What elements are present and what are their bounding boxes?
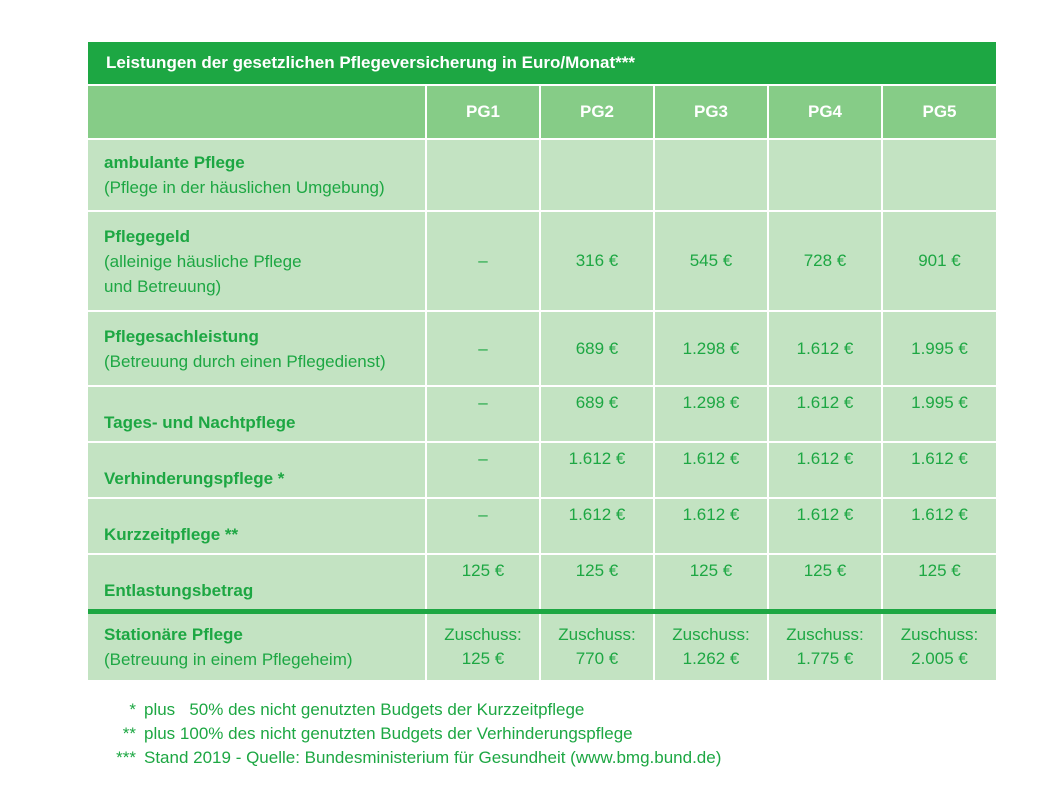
cell-pg3: 1.612 € xyxy=(654,498,768,554)
row-title: Pflegegeld xyxy=(104,226,190,246)
zuschuss-value: 1.262 € xyxy=(682,649,740,668)
row-subtitle: (alleinige häusliche Pflege xyxy=(104,251,302,271)
row-title: Verhinderungspflege * xyxy=(104,469,285,488)
cell-pg1: – xyxy=(426,311,540,386)
footnote xyxy=(88,698,721,722)
row-pflegesachleistung xyxy=(88,311,996,386)
row-title: Stationäre Pflege xyxy=(104,625,243,644)
cell-pg1: – xyxy=(426,442,540,498)
cell-pg3: 545 € xyxy=(654,211,768,311)
footnote-text: plus 100% des nicht genutzten Budgets der Verhinderungspflege xyxy=(144,724,633,743)
row-label xyxy=(88,442,426,498)
cell-pg5: 1.995 € xyxy=(882,386,996,442)
cell-pg4: 1.612 € xyxy=(768,498,882,554)
header-pg1: PG1 xyxy=(426,85,540,139)
zuschuss-label: Zuschuss: xyxy=(786,625,864,644)
row-pflegegeld xyxy=(88,211,996,311)
cell-pg4 xyxy=(768,612,882,682)
zuschuss-label: Zuschuss: xyxy=(444,625,522,644)
cell-pg2: 689 € xyxy=(540,386,654,442)
cell-pg2: 316 € xyxy=(540,211,654,311)
row-title: Kurzzeitpflege ** xyxy=(104,525,239,544)
header-pg3: PG3 xyxy=(654,85,768,139)
footnote-mark: * xyxy=(129,700,136,719)
zuschuss-value: 125 € xyxy=(461,649,505,668)
cell-pg3: 1.612 € xyxy=(654,442,768,498)
row-entlastungsbetrag xyxy=(88,554,996,612)
cell-pg5: 1.612 € xyxy=(882,498,996,554)
row-subtitle-2: und Betreuung) xyxy=(104,276,222,296)
row-tages-nachtpflege xyxy=(88,386,996,442)
zuschuss-value: 2.005 € xyxy=(911,649,968,668)
row-subtitle: (Betreuung in einem Pflegeheim) xyxy=(104,650,353,669)
cell-pg2: 125 € xyxy=(540,554,654,612)
cell-pg3 xyxy=(654,612,768,682)
header-pg5: PG5 xyxy=(882,85,996,139)
zuschuss-label: Zuschuss: xyxy=(672,625,750,644)
cell-pg2 xyxy=(540,612,654,682)
footnote-text: Stand 2019 - Quelle: Bundesministerium für Gesundheit (www.bmg.bund.de) xyxy=(144,748,722,767)
cell-pg1: 125 € xyxy=(426,554,540,612)
footnotes xyxy=(88,698,721,770)
cell-pg5: 901 € xyxy=(882,211,996,311)
row-label xyxy=(88,386,426,442)
row-label xyxy=(88,311,426,386)
header-row xyxy=(88,85,996,139)
row-label xyxy=(88,498,426,554)
cell-pg4: 125 € xyxy=(768,554,882,612)
row-ambulante-pflege xyxy=(88,139,996,211)
cell-pg4: 1.612 € xyxy=(768,386,882,442)
row-subtitle: (Betreuung durch einen Pflegedienst) xyxy=(104,351,386,371)
row-title: Pflegesachleistung xyxy=(104,326,259,346)
cell-pg4: 1.612 € xyxy=(768,442,882,498)
row-label xyxy=(88,139,426,211)
cell-pg2: 1.612 € xyxy=(540,498,654,554)
cell-pg5 xyxy=(882,612,996,682)
cell-pg5: 125 € xyxy=(882,554,996,612)
cell-pg1: – xyxy=(426,211,540,311)
row-stationaere-pflege xyxy=(88,612,996,682)
cell-pg2: 689 € xyxy=(540,311,654,386)
benefits-grid xyxy=(88,84,996,682)
cell-pg4 xyxy=(768,139,882,211)
cell-pg3: 1.298 € xyxy=(654,386,768,442)
row-title: Entlastungsbetrag xyxy=(104,581,254,600)
cell-pg3: 125 € xyxy=(654,554,768,612)
row-label xyxy=(88,554,426,612)
zuschuss-label: Zuschuss: xyxy=(558,625,636,644)
zuschuss-value: 770 € xyxy=(575,649,619,668)
cell-pg3: 1.298 € xyxy=(654,311,768,386)
zuschuss-value: 1.775 € xyxy=(796,649,854,668)
footnote xyxy=(88,746,721,770)
cell-pg4: 728 € xyxy=(768,211,882,311)
row-kurzzeitpflege xyxy=(88,498,996,554)
header-pg4: PG4 xyxy=(768,85,882,139)
header-empty xyxy=(88,85,426,139)
cell-pg1 xyxy=(426,612,540,682)
footnote-mark: ** xyxy=(122,724,136,743)
row-label xyxy=(88,211,426,311)
footnote xyxy=(88,722,721,746)
cell-pg1: – xyxy=(426,498,540,554)
footnote-text: plus 50% des nicht genutzten Budgets der Kurzzeitpflege xyxy=(144,700,585,719)
table-title: Leistungen der gesetzlichen Pflegeversicherung in Euro/Monat*** xyxy=(88,42,996,84)
row-subtitle: (Pflege in der häuslichen Umgebung) xyxy=(104,178,385,197)
cell-pg1: – xyxy=(426,386,540,442)
cell-pg1 xyxy=(426,139,540,211)
cell-pg3 xyxy=(654,139,768,211)
cell-pg5 xyxy=(882,139,996,211)
footnote-mark: *** xyxy=(116,748,136,767)
header-pg2: PG2 xyxy=(540,85,654,139)
cell-pg2 xyxy=(540,139,654,211)
benefits-table xyxy=(88,42,996,682)
cell-pg2: 1.612 € xyxy=(540,442,654,498)
row-verhinderungspflege xyxy=(88,442,996,498)
row-title: Tages- und Nachtpflege xyxy=(104,413,296,432)
row-title: ambulante Pflege xyxy=(104,153,245,172)
cell-pg4: 1.612 € xyxy=(768,311,882,386)
cell-pg5: 1.995 € xyxy=(882,311,996,386)
zuschuss-label: Zuschuss: xyxy=(900,625,979,644)
row-label xyxy=(88,612,426,682)
cell-pg5: 1.612 € xyxy=(882,442,996,498)
